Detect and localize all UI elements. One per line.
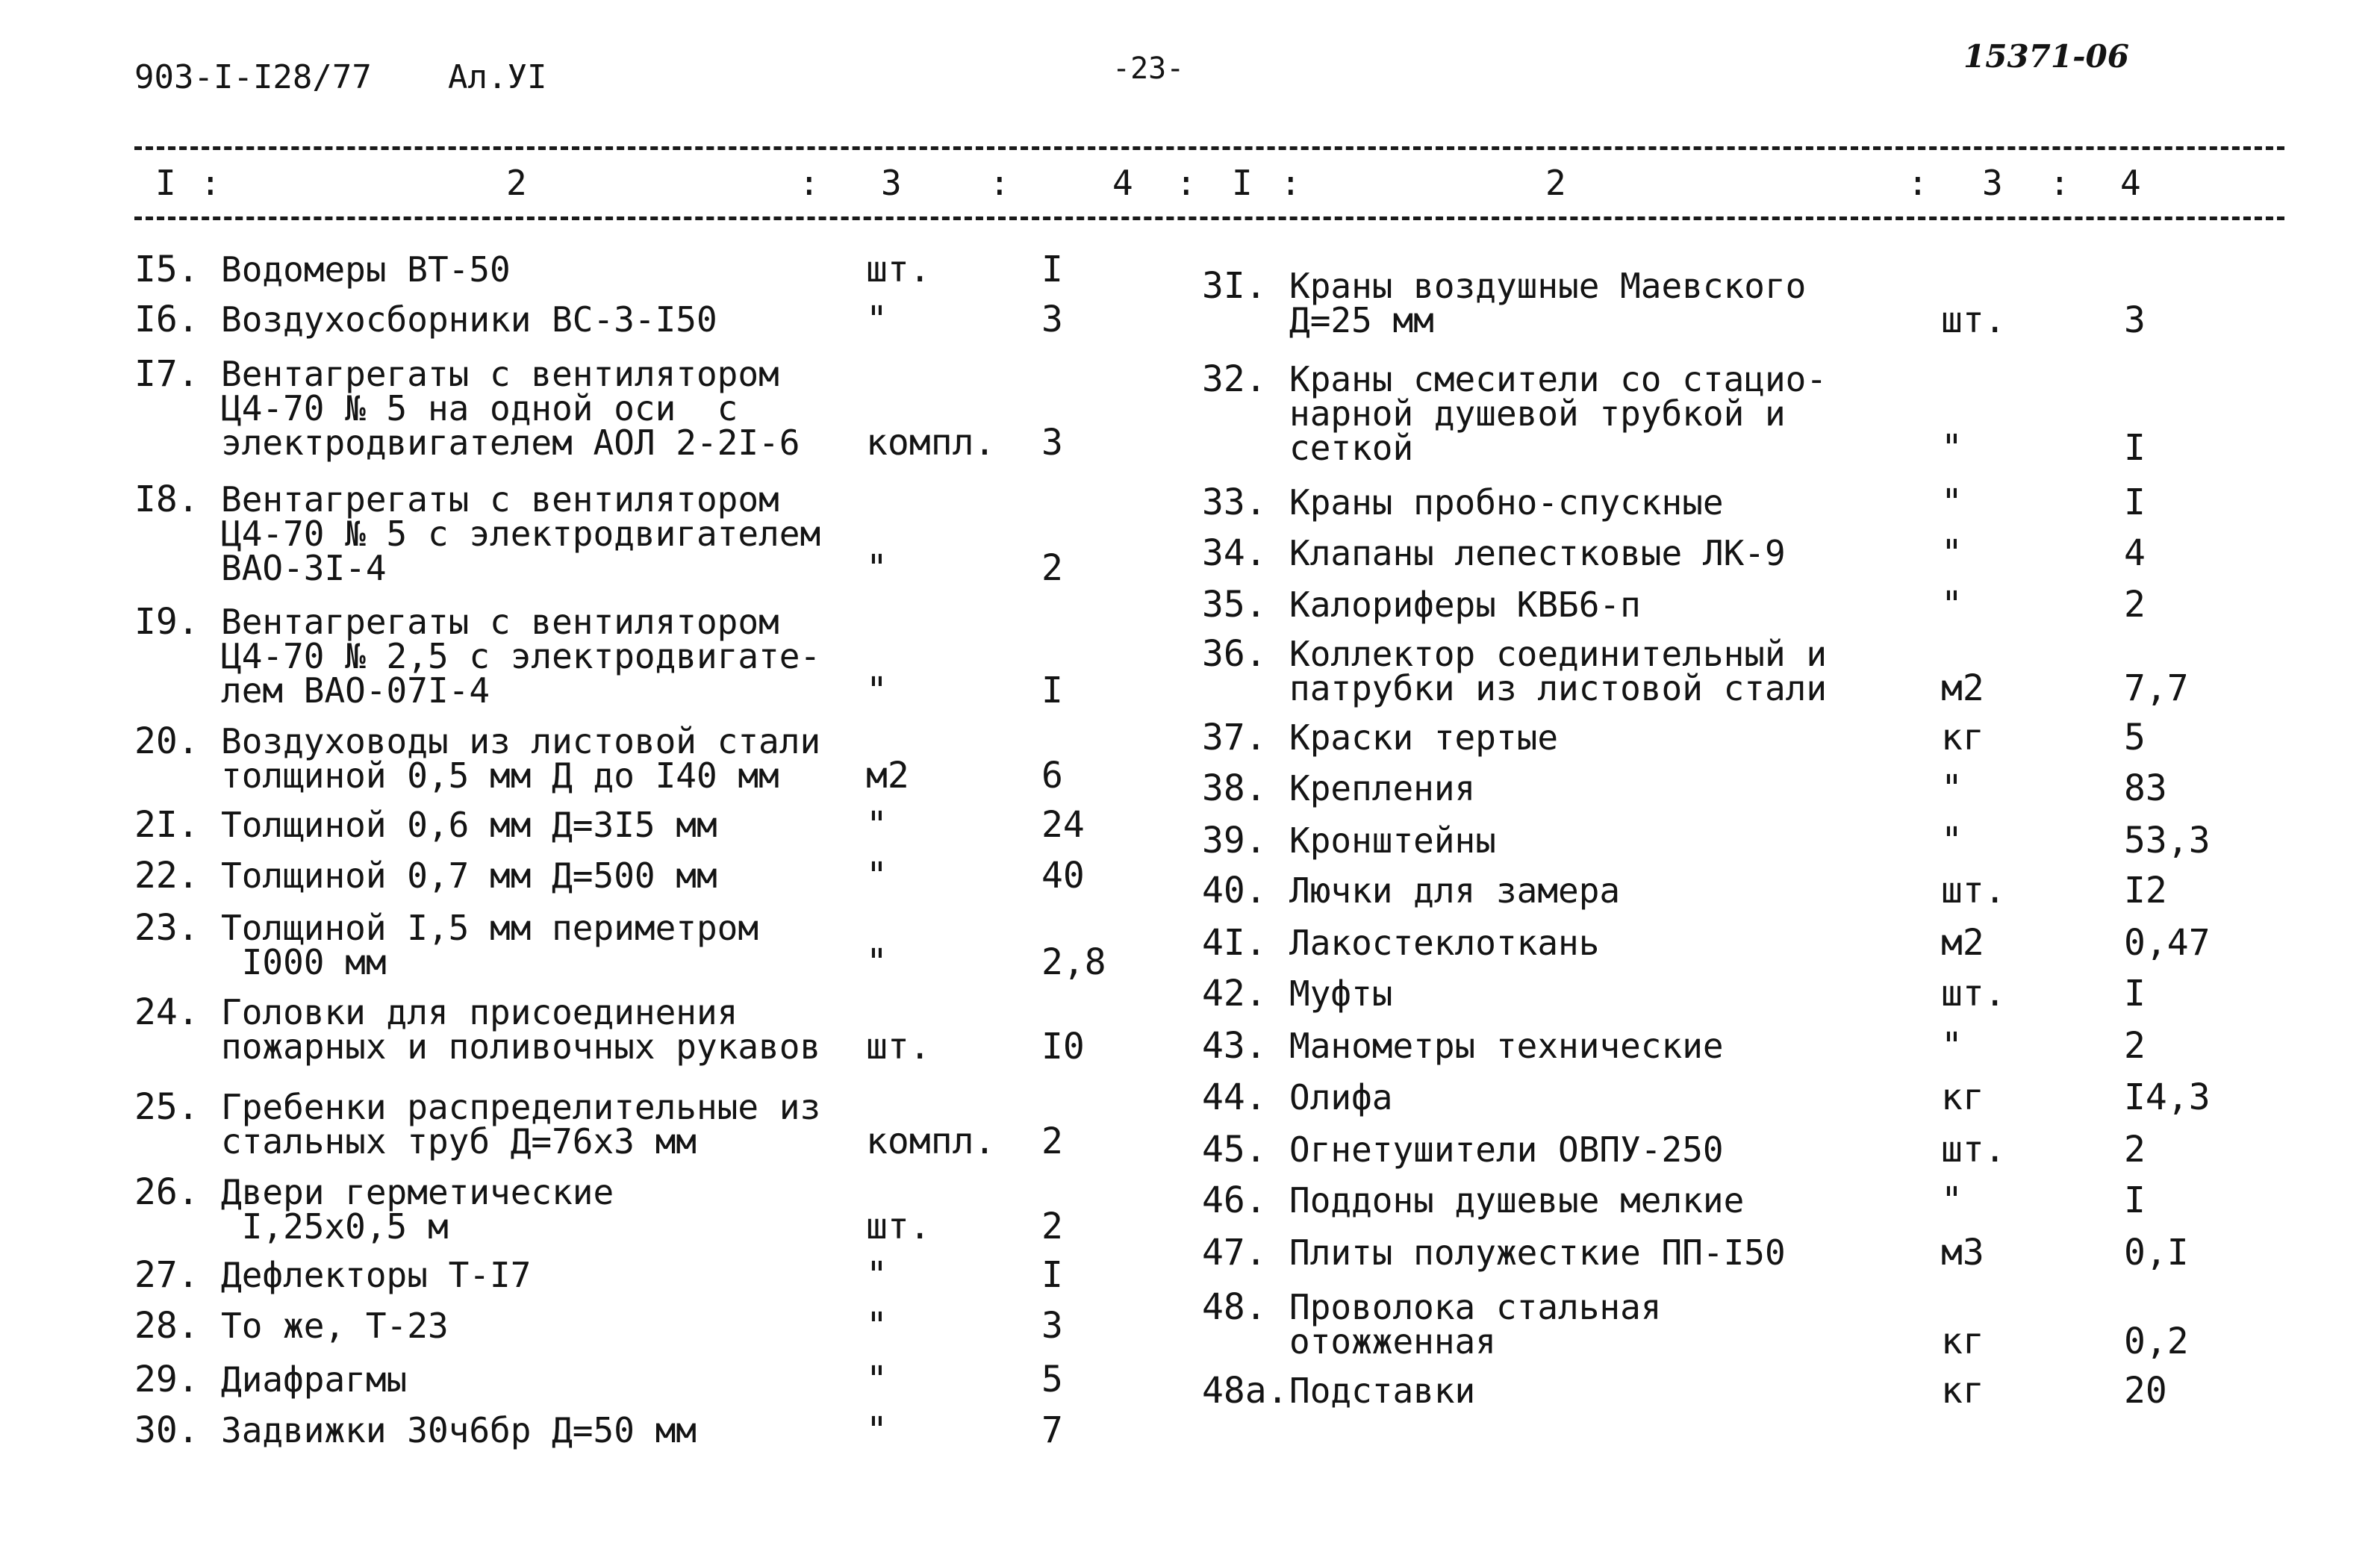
item-unit: " <box>1941 584 1963 626</box>
item-quantity: I <box>2124 973 2146 1014</box>
item-description: Толщиной I,5 мм периметром <box>221 908 759 948</box>
item-quantity: 2 <box>2124 1025 2146 1067</box>
item-quantity: I0 <box>1041 1026 1085 1067</box>
item-description: Ц4-70 № 2,5 с электродвигате- <box>221 636 821 676</box>
item-unit: м2 <box>866 755 909 797</box>
item-unit: шт. <box>1941 973 2006 1014</box>
item-number: 47. <box>1202 1232 1267 1274</box>
item-quantity: 40 <box>1041 855 1085 897</box>
item-unit: шт. <box>1941 1129 2006 1171</box>
item-number: 43. <box>1202 1025 1267 1067</box>
item-description: пожарных и поливочных рукавов <box>221 1026 821 1067</box>
item-number: 28. <box>134 1305 199 1347</box>
item-number: 24. <box>134 991 199 1033</box>
item-unit: " <box>1941 1179 1963 1221</box>
item-quantity: 24 <box>1041 804 1085 846</box>
item-number: 37. <box>1202 717 1267 758</box>
item-quantity: 2 <box>1041 1120 1063 1162</box>
item-description: Калориферы КВБ6-п <box>1289 585 1641 625</box>
item-description: Лакостеклоткань <box>1289 923 1600 963</box>
item-number: 46. <box>1202 1179 1267 1221</box>
item-unit: " <box>1941 481 1963 523</box>
item-number: 42. <box>1202 973 1267 1014</box>
item-unit: " <box>866 855 888 897</box>
item-unit: " <box>1941 820 1963 861</box>
item-quantity: 6 <box>1041 755 1063 797</box>
item-number: 38. <box>1202 767 1267 809</box>
item-number: I8. <box>134 479 199 520</box>
item-number: 26. <box>134 1171 199 1213</box>
item-number: 20. <box>134 720 199 762</box>
item-description: Кронштейны <box>1289 820 1496 861</box>
item-unit: " <box>866 299 888 340</box>
item-description: Муфты <box>1289 973 1393 1014</box>
item-number: 4I. <box>1202 922 1267 964</box>
item-description: Задвижки 30ч6бр Д=50 мм <box>221 1410 697 1450</box>
item-quantity: 83 <box>2124 767 2167 809</box>
item-description: Плиты полужесткие ПП-I50 <box>1289 1232 1786 1273</box>
item-unit: " <box>866 1409 888 1451</box>
col-header: I <box>155 163 176 203</box>
page-number: -23- <box>1112 52 1185 86</box>
item-unit: м3 <box>1941 1232 1984 1274</box>
item-description: стальных труб Д=76х3 мм <box>221 1121 697 1162</box>
item-description: электродвигателем АОЛ 2-2I-6 <box>221 423 800 463</box>
col-separator: : <box>989 163 1010 203</box>
col-header: I <box>1232 163 1253 203</box>
col-header: 2 <box>506 163 527 203</box>
item-unit: шт. <box>866 249 931 290</box>
item-description: Двери герметические <box>221 1172 614 1212</box>
item-number: 48а. <box>1202 1370 1289 1412</box>
item-description: сеткой <box>1289 428 1414 468</box>
header-rule-top <box>134 146 2284 150</box>
item-number: 39. <box>1202 820 1267 861</box>
item-quantity: 3 <box>1041 1305 1063 1347</box>
col-header: 4 <box>1112 163 1133 203</box>
item-number: 32. <box>1202 358 1267 400</box>
archive-stamp: 15371-06 <box>1963 38 2129 75</box>
item-description: Толщиной 0,6 мм Д=3I5 мм <box>221 805 717 845</box>
col-separator: : <box>200 163 221 203</box>
item-quantity: 53,3 <box>2124 820 2211 861</box>
item-description: Краски тертые <box>1289 717 1559 758</box>
item-unit: компл. <box>866 422 996 464</box>
item-number: 36. <box>1202 633 1267 675</box>
item-description: Краны смесители со стацио- <box>1289 359 1828 399</box>
item-description: Олифа <box>1289 1077 1393 1117</box>
item-number: 48. <box>1202 1286 1267 1328</box>
item-number: 23. <box>134 907 199 949</box>
item-quantity: 2 <box>1041 1206 1063 1247</box>
col-separator: : <box>2049 163 2070 203</box>
item-unit: м2 <box>1941 922 1984 964</box>
item-description: Ц4-70 № 5 на одной оси с <box>221 388 738 428</box>
item-quantity: 3 <box>1041 299 1063 340</box>
item-unit: шт. <box>866 1026 931 1067</box>
item-description: Клапаны лепестковые ЛК-9 <box>1289 533 1786 573</box>
item-quantity: I <box>2124 481 2146 523</box>
item-unit: кг <box>1941 1370 1984 1412</box>
item-quantity: 7 <box>1041 1409 1063 1451</box>
item-number: 3I. <box>1202 265 1267 307</box>
item-description: Поддоны душевые мелкие <box>1289 1180 1745 1221</box>
col-separator: : <box>1907 163 1928 203</box>
item-description: толщиной 0,5 мм Д до I40 мм <box>221 755 779 796</box>
item-quantity: 3 <box>2124 299 2146 341</box>
item-description: Толщиной 0,7 мм Д=500 мм <box>221 855 717 896</box>
doc-code: 903-I-I28/77 <box>134 58 372 96</box>
col-separator: : <box>1176 163 1197 203</box>
item-unit: " <box>1941 767 1963 809</box>
item-description: Краны пробно-спускные <box>1289 482 1724 523</box>
item-unit: " <box>866 547 888 589</box>
item-description: Воздухосборники ВС-3-I50 <box>221 299 717 340</box>
item-unit: " <box>1941 427 1963 469</box>
item-unit: кг <box>1941 1321 1984 1362</box>
col-separator: : <box>1280 163 1301 203</box>
item-quantity: 2 <box>2124 584 2146 626</box>
item-unit: м2 <box>1941 667 1984 709</box>
item-number: 29. <box>134 1359 199 1400</box>
item-description: Проволока стальная <box>1289 1287 1662 1327</box>
item-description: Вентагрегаты с вентилятором <box>221 479 779 520</box>
item-unit: " <box>1941 532 1963 574</box>
item-unit: " <box>866 941 888 983</box>
item-unit: кг <box>1941 1076 1984 1118</box>
item-quantity: 5 <box>1041 1359 1063 1400</box>
item-unit: " <box>866 1254 888 1296</box>
item-quantity: 2 <box>1041 547 1063 589</box>
item-description: Вентагрегаты с вентилятором <box>221 602 779 642</box>
item-quantity: I2 <box>2124 870 2167 911</box>
item-number: 33. <box>1202 481 1267 523</box>
item-description: Водомеры ВТ-50 <box>221 249 511 290</box>
item-description: Воздуховоды из листовой стали <box>221 721 821 761</box>
item-description: Подставки <box>1289 1371 1476 1411</box>
album-number: Ал.УI <box>448 58 547 96</box>
col-header: 3 <box>1982 163 2003 203</box>
item-unit: " <box>1941 1025 1963 1067</box>
item-quantity: 5 <box>2124 717 2146 758</box>
item-description: I,25х0,5 м <box>221 1206 449 1247</box>
item-description: Головки для присоединения <box>221 992 738 1032</box>
item-number: 34. <box>1202 532 1267 574</box>
item-quantity: 0,47 <box>2124 922 2211 964</box>
item-description: Д=25 мм <box>1289 300 1434 340</box>
item-unit: шт. <box>866 1206 931 1247</box>
item-unit: кг <box>1941 717 1984 758</box>
item-unit: шт. <box>1941 299 2006 341</box>
item-quantity: I <box>1041 1254 1063 1296</box>
item-number: I7. <box>134 353 199 395</box>
item-quantity: I <box>2124 1179 2146 1221</box>
item-description: I000 мм <box>221 942 387 982</box>
item-unit: " <box>866 1359 888 1400</box>
item-description: Дефлекторы Т-I7 <box>221 1255 532 1295</box>
item-number: 27. <box>134 1254 199 1296</box>
item-number: I9. <box>134 601 199 643</box>
item-description: ВАО-3I-4 <box>221 548 387 588</box>
item-number: 35. <box>1202 584 1267 626</box>
col-header: 2 <box>1545 163 1566 203</box>
item-number: I5. <box>134 249 199 290</box>
item-unit: " <box>866 1305 888 1347</box>
item-quantity: I <box>1041 670 1063 711</box>
item-unit: шт. <box>1941 870 2006 911</box>
item-number: I6. <box>134 299 199 340</box>
item-unit: " <box>866 804 888 846</box>
item-unit: компл. <box>866 1120 996 1162</box>
item-description: То же, Т-23 <box>221 1306 449 1346</box>
item-number: 2I. <box>134 804 199 846</box>
item-description: Ц4-70 № 5 с электродвигателем <box>221 514 821 554</box>
item-description: Огнетушители ОВПУ-250 <box>1289 1129 1724 1170</box>
item-quantity: 20 <box>2124 1370 2167 1412</box>
col-header: 4 <box>2120 163 2141 203</box>
item-description: Крепления <box>1289 768 1476 808</box>
item-description: Вентагрегаты с вентилятором <box>221 354 779 394</box>
header-rule-bottom <box>134 216 2284 220</box>
item-unit: " <box>866 670 888 711</box>
item-description: лем ВАО-07I-4 <box>221 670 490 711</box>
item-description: Коллектор соединительный и <box>1289 634 1828 674</box>
item-description: Диафрагмы <box>221 1359 408 1400</box>
item-quantity: 2 <box>2124 1129 2146 1171</box>
item-quantity: 0,I <box>2124 1232 2189 1274</box>
item-quantity: I <box>2124 427 2146 469</box>
item-number: 30. <box>134 1409 199 1451</box>
item-quantity: 2,8 <box>1041 941 1106 983</box>
item-description: Манометры технические <box>1289 1026 1724 1066</box>
item-quantity: I4,3 <box>2124 1076 2211 1118</box>
item-quantity: 4 <box>2124 532 2146 574</box>
col-header: 3 <box>881 163 902 203</box>
item-description: Краны воздушные Маевского <box>1289 266 1807 306</box>
item-description: Гребенки распределительные из <box>221 1087 821 1127</box>
item-number: 40. <box>1202 870 1267 911</box>
item-quantity: 0,2 <box>2124 1321 2189 1362</box>
item-quantity: 3 <box>1041 422 1063 464</box>
col-separator: : <box>799 163 820 203</box>
item-quantity: I <box>1041 249 1063 290</box>
item-number: 25. <box>134 1086 199 1128</box>
item-number: 44. <box>1202 1076 1267 1118</box>
item-description: Лючки для замера <box>1289 870 1621 911</box>
item-quantity: 7,7 <box>2124 667 2189 709</box>
item-description: патрубки из листовой стали <box>1289 668 1828 708</box>
item-number: 45. <box>1202 1129 1267 1171</box>
item-description: отожженная <box>1289 1321 1496 1362</box>
item-number: 22. <box>134 855 199 897</box>
item-description: нарной душевой трубкой и <box>1289 393 1786 434</box>
